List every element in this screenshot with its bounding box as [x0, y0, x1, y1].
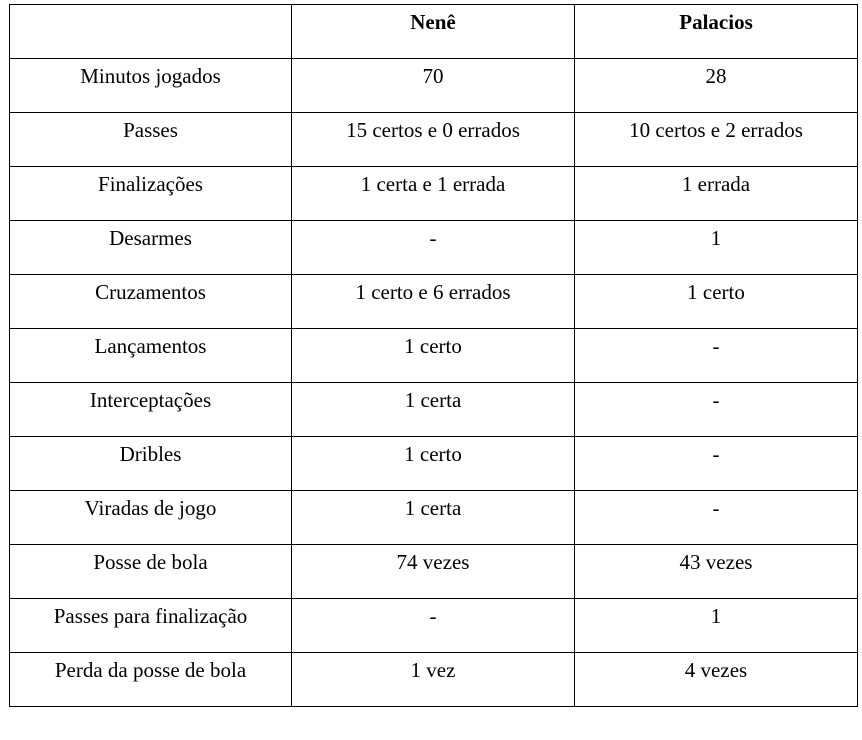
player-1-value-cell — [292, 221, 575, 275]
table-row — [10, 383, 858, 437]
player-2-value-cell — [575, 653, 858, 707]
player-1-value-cell — [292, 437, 575, 491]
cell-text: - — [429, 604, 437, 628]
cell-text: 1 certa — [404, 388, 462, 412]
table-row — [10, 275, 858, 329]
cell-text: Interceptações — [89, 388, 212, 412]
stat-label-cell — [10, 437, 292, 491]
stat-label-cell — [10, 545, 292, 599]
cell-text: 1 errada — [681, 172, 751, 196]
player-2-value-cell — [575, 383, 858, 437]
table-body — [10, 59, 858, 707]
cell-text: 1 certa e 1 errada — [360, 172, 506, 196]
table-row — [10, 491, 858, 545]
player-1-value-cell — [292, 545, 575, 599]
cell-text: 43 vezes — [679, 550, 753, 574]
cell-text: 1 — [710, 226, 722, 250]
header-cell-player-1: Nenê — [292, 5, 575, 59]
cell-text: - — [712, 496, 720, 520]
stats-table-container — [9, 4, 858, 707]
player-2-value-cell — [575, 167, 858, 221]
cell-text: 4 vezes — [684, 658, 748, 682]
table-row — [10, 167, 858, 221]
cell-text: 15 certos e 0 errados — [346, 118, 520, 142]
stat-label-cell — [10, 167, 292, 221]
player-1-value-cell — [292, 653, 575, 707]
cell-text: Finalizações — [98, 172, 203, 196]
cell-text: 1 vez — [410, 658, 456, 682]
cell-text: 10 certos e 2 errados — [629, 118, 803, 142]
table-row — [10, 545, 858, 599]
player-2-value-cell — [575, 491, 858, 545]
cell-text: 1 certo e 6 errados — [355, 280, 511, 304]
cell-text: Cruzamentos — [95, 280, 206, 304]
table-row — [10, 113, 858, 167]
player-2-value-cell — [575, 329, 858, 383]
cell-text: 1 certo — [687, 280, 745, 304]
player-1-value-cell — [292, 491, 575, 545]
table-row — [10, 59, 858, 113]
stat-label-cell — [10, 491, 292, 545]
cell-text: Passes — [123, 118, 178, 142]
table-header-row — [10, 5, 858, 59]
cell-text: - — [712, 442, 720, 466]
cell-text: - — [429, 226, 437, 250]
cell-text: - — [712, 334, 720, 358]
stat-label-cell — [10, 599, 292, 653]
player-1-value-cell — [292, 599, 575, 653]
stat-label-cell — [10, 275, 292, 329]
cell-text: Dribles — [119, 442, 182, 466]
table-row — [10, 599, 858, 653]
cell-text: 1 certa — [404, 496, 462, 520]
cell-text: 70 — [422, 64, 444, 88]
table-row — [10, 329, 858, 383]
stat-label-cell — [10, 329, 292, 383]
player-1-value-cell — [292, 59, 575, 113]
cell-text: 1 certo — [404, 334, 462, 358]
player-2-value-cell — [575, 437, 858, 491]
player-2-value-cell — [575, 59, 858, 113]
player-1-value-cell — [292, 113, 575, 167]
cell-text: 1 certo — [404, 442, 462, 466]
cell-text: Perda da posse de bola — [54, 658, 247, 682]
cell-text: Desarmes — [109, 226, 192, 250]
cell-text: Lançamentos — [94, 334, 207, 358]
header-cell-stat — [10, 5, 292, 59]
player-1-value-cell — [292, 167, 575, 221]
stat-label-cell — [10, 383, 292, 437]
stat-label-cell — [10, 221, 292, 275]
table-row — [10, 221, 858, 275]
stat-label-cell — [10, 59, 292, 113]
player-1-value-cell — [292, 329, 575, 383]
player-2-value-cell — [575, 275, 858, 329]
stat-label-cell — [10, 653, 292, 707]
table-row — [10, 653, 858, 707]
cell-text: - — [712, 388, 720, 412]
player-2-value-cell — [575, 599, 858, 653]
player-2-value-cell — [575, 545, 858, 599]
cell-text: Viradas de jogo — [84, 496, 217, 520]
cell-text: 1 — [710, 604, 722, 628]
header-cell-player-2: Palacios — [575, 5, 858, 59]
table-row — [10, 437, 858, 491]
cell-text: Minutos jogados — [80, 64, 221, 88]
player-1-value-cell — [292, 383, 575, 437]
cell-text: 74 vezes — [396, 550, 470, 574]
player-1-value-cell — [292, 275, 575, 329]
cell-text: 28 — [705, 64, 727, 88]
player-2-value-cell — [575, 113, 858, 167]
stat-label-cell — [10, 113, 292, 167]
player-comparison-table — [9, 4, 858, 707]
player-2-value-cell — [575, 221, 858, 275]
cell-text: Posse de bola — [93, 550, 208, 574]
cell-text: Passes para finalização — [53, 604, 248, 628]
